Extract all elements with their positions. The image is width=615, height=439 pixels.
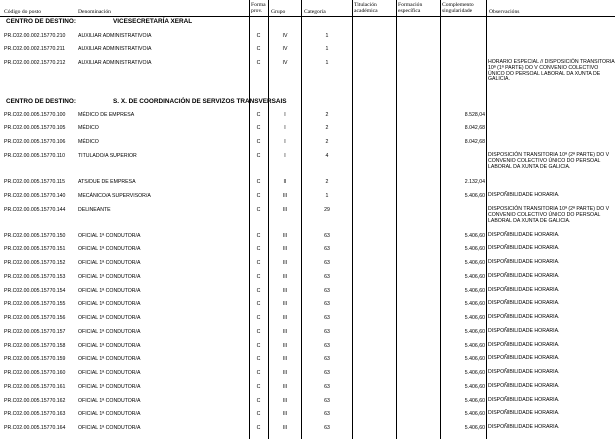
cell-categoria: 63: [324, 233, 330, 239]
cell-denominacion: OFICIAL 1ª CONDUTOR/A: [78, 274, 141, 280]
cell-denominacion: OFICIAL 1ª CONDUTOR/A: [78, 301, 141, 307]
cell-observacions: DISPOÑIBILIDADE HORARIA.: [488, 273, 560, 279]
cell-denominacion: ATS/DUE DE EMPRESA: [78, 179, 136, 185]
header-rule: [0, 16, 615, 17]
cell-grupo: III: [282, 425, 288, 431]
cell-complemento: 5.406,60: [464, 193, 485, 199]
cell-observacions: DISPOÑIBILIDADE HORARIA.: [488, 314, 560, 320]
cell-denominacion: OFICIAL 1ª CONDUTOR/A: [78, 246, 141, 252]
cell-codigo: PR.C02.00.002.15770.210: [4, 33, 66, 39]
cell-grupo: III: [282, 246, 288, 252]
cell-complemento: 5.406,60: [464, 246, 485, 252]
cell-observacions: DISPOÑIBILIDADE HORARIA.: [488, 328, 560, 334]
cell-categoria: 1: [325, 46, 329, 52]
cell-grupo: I: [284, 125, 286, 131]
column-divider: [301, 0, 302, 439]
section-name: S. X. DE COORDINACIÓN DE SERVIZOS TRANSVERSAIS: [113, 98, 287, 105]
cell-forma: C: [256, 246, 261, 252]
cell-codigo: PR.C02.00.002.15770.211: [4, 46, 66, 52]
cell-codigo: PR.C02.00.005.15770.159: [4, 356, 66, 362]
cell-grupo: I: [284, 139, 286, 145]
cell-observacions: DISPOÑIBILIDADE HORARIA.: [488, 369, 560, 375]
cell-observacions: DISPOÑIBILIDADE HORARIA.: [488, 245, 560, 251]
cell-codigo: PR.C02.00.005.15770.140: [4, 193, 66, 199]
cell-forma: C: [256, 112, 261, 118]
cell-forma: C: [256, 274, 261, 280]
cell-categoria: 63: [324, 384, 330, 390]
cell-complemento: 5.406,60: [464, 411, 485, 417]
cell-grupo: III: [282, 384, 288, 390]
cell-forma: C: [256, 425, 261, 431]
cell-forma: C: [256, 125, 261, 131]
cell-codigo: PR.C02.00.005.15770.110: [4, 153, 66, 159]
cell-categoria: 63: [324, 315, 330, 321]
cell-categoria: 63: [324, 329, 330, 335]
cell-observacions: DISPOSICIÓN TRANSITORIA 10ª (2ª PARTE) DO V CONVENIO COLECTIVO ÚNICO DO PERSOAL LABORAL DA XUNTA DE GALICIA.: [488, 206, 610, 224]
cell-denominacion: OFICIAL 1ª CONDUTOR/A: [78, 343, 141, 349]
cell-observacions: DISPOÑIBILIDADE HORARIA.: [488, 192, 560, 198]
cell-grupo: IV: [282, 33, 288, 39]
cell-categoria: 63: [324, 411, 330, 417]
header-codigo: Código do posto: [4, 9, 41, 15]
cell-codigo: PR.C02.00.005.15770.157: [4, 329, 66, 335]
cell-forma: C: [256, 288, 261, 294]
cell-denominacion: TITULADO/A SUPERIOR: [78, 153, 137, 159]
cell-forma: C: [256, 193, 261, 199]
cell-grupo: III: [282, 193, 288, 199]
cell-complemento: 5.406,60: [464, 329, 485, 335]
cell-grupo: III: [282, 274, 288, 280]
cell-categoria: 63: [324, 356, 330, 362]
cell-complemento: 5.406,60: [464, 274, 485, 280]
cell-observacions: DISPOÑIBILIDADE HORARIA.: [488, 342, 560, 348]
cell-codigo: PR.C02.00.005.15770.156: [4, 315, 66, 321]
header-observacions: Observacións: [489, 9, 520, 15]
column-divider: [486, 0, 487, 439]
cell-categoria: 2: [325, 139, 329, 145]
cell-denominacion: AUXILIAR ADMINISTRATIVOIA: [78, 46, 152, 52]
cell-forma: C: [256, 315, 261, 321]
cell-grupo: III: [282, 260, 288, 266]
section-name: VICESECRETARÍA XERAL: [113, 18, 193, 25]
cell-forma: C: [256, 60, 261, 66]
cell-codigo: PR.C02.00.005.15770.164: [4, 425, 66, 431]
cell-complemento: 5.406,60: [464, 288, 485, 294]
cell-categoria: 63: [324, 301, 330, 307]
cell-grupo: I: [284, 112, 286, 118]
cell-categoria: 4: [325, 153, 329, 159]
header-forma: Forma prov.: [251, 2, 266, 14]
cell-grupo: III: [282, 370, 288, 376]
cell-grupo: III: [282, 301, 288, 307]
cell-grupo: I: [284, 153, 286, 159]
cell-grupo: II: [283, 179, 287, 185]
cell-categoria: 1: [325, 33, 329, 39]
cell-categoria: 2: [325, 112, 329, 118]
cell-codigo: PR.C02.00.005.15770.150: [4, 233, 66, 239]
cell-forma: C: [256, 329, 261, 335]
cell-complemento: 8.042,68: [464, 125, 485, 131]
cell-forma: C: [256, 153, 261, 159]
cell-grupo: III: [282, 315, 288, 321]
column-divider: [268, 0, 269, 439]
cell-observacions: DISPOÑIBILIDADE HORARIA.: [488, 383, 560, 389]
cell-codigo: PR.C02.00.005.15770.163: [4, 411, 66, 417]
cell-complemento: 8.528,04: [464, 112, 485, 118]
cell-denominacion: OFICIAL 1ª CONDUTOR/A: [78, 233, 141, 239]
cell-forma: C: [256, 370, 261, 376]
cell-complemento: 5.406,60: [464, 398, 485, 404]
cell-grupo: III: [282, 411, 288, 417]
cell-forma: C: [256, 139, 261, 145]
cell-forma: C: [256, 179, 261, 185]
cell-forma: C: [256, 46, 261, 52]
cell-denominacion: DELINEANTE: [78, 207, 111, 213]
cell-forma: C: [256, 356, 261, 362]
cell-complemento: 5.406,60: [464, 315, 485, 321]
cell-complemento: 2.132,04: [464, 179, 485, 185]
header-denominacion: Denominación: [78, 9, 111, 15]
cell-grupo: III: [282, 398, 288, 404]
cell-grupo: III: [282, 343, 288, 349]
cell-categoria: 29: [324, 207, 330, 213]
section-label: CENTRO DE DESTINO:: [6, 98, 76, 105]
cell-grupo: IV: [282, 60, 288, 66]
cell-complemento: 5.406,60: [464, 370, 485, 376]
cell-observacions: DISPOÑIBILIDADE HORARIA.: [488, 259, 560, 265]
cell-denominacion: OFICIAL 1ª CONDUTOR/A: [78, 370, 141, 376]
cell-complemento: 8.042,68: [464, 139, 485, 145]
cell-grupo: III: [282, 356, 288, 362]
cell-codigo: PR.C02.00.005.15770.100: [4, 112, 66, 118]
cell-complemento: 5.406,60: [464, 233, 485, 239]
cell-codigo: PR.C02.00.005.15770.161: [4, 384, 66, 390]
cell-forma: C: [256, 301, 261, 307]
cell-complemento: 5.406,60: [464, 260, 485, 266]
cell-grupo: III: [282, 207, 288, 213]
cell-codigo: PR.C02.00.005.15770.105: [4, 125, 66, 131]
header-titulacion: Titulación académica: [354, 2, 378, 14]
cell-denominacion: AUXILIAR ADMINISTRATIVOIA: [78, 33, 152, 39]
cell-complemento: 5.406,60: [464, 301, 485, 307]
cell-grupo: III: [282, 288, 288, 294]
cell-observacions: HORARIO ESPECIAL // DISPOSICIÓN TRANSITORIA 10ª (1ª PARTE) DO V CONVENIO COLECTIVO ÚNICO DO PERSOAL LABORAL DA XUNTA DE GALICIA.: [488, 59, 615, 83]
cell-categoria: 2: [325, 179, 329, 185]
cell-categoria: 2: [325, 125, 329, 131]
cell-observacions: DISPOÑIBILIDADE HORARIA.: [488, 287, 560, 293]
cell-forma: C: [256, 260, 261, 266]
cell-observacions: DISPOÑIBILIDADE HORARIA.: [488, 410, 560, 416]
cell-denominacion: OFICIAL 1ª CONDUTOR/A: [78, 384, 141, 390]
cell-denominacion: OFICIAL 1ª CONDUTOR/A: [78, 411, 141, 417]
section-label: CENTRO DE DESTINO:: [6, 18, 76, 25]
column-divider: [396, 0, 397, 439]
cell-codigo: PR.C02.00.002.15770.212: [4, 60, 66, 66]
cell-codigo: PR.C02.00.005.15770.144: [4, 207, 66, 213]
cell-categoria: 63: [324, 370, 330, 376]
cell-observacions: DISPOÑIBILIDADE HORARIA.: [488, 397, 560, 403]
cell-denominacion: MÉDICO: [78, 139, 99, 145]
cell-denominacion: MÉDICO: [78, 125, 99, 131]
cell-categoria: 63: [324, 398, 330, 404]
cell-observacions: DISPOÑIBILIDADE HORARIA.: [488, 300, 560, 306]
cell-forma: C: [256, 343, 261, 349]
cell-categoria: 63: [324, 288, 330, 294]
column-divider: [352, 0, 353, 439]
cell-categoria: 63: [324, 246, 330, 252]
cell-denominacion: MECÁNICO/A SUPERVISOR/A: [78, 193, 151, 199]
cell-categoria: 63: [324, 343, 330, 349]
cell-categoria: 63: [324, 425, 330, 431]
cell-categoria: 63: [324, 274, 330, 280]
cell-complemento: 5.406,60: [464, 425, 485, 431]
cell-codigo: PR.C02.00.005.15770.160: [4, 370, 66, 376]
cell-forma: C: [256, 384, 261, 390]
cell-denominacion: OFICIAL 1ª CONDUTOR/A: [78, 425, 141, 431]
cell-observacions: DISPOÑIBILIDADE HORARIA.: [488, 355, 560, 361]
cell-forma: C: [256, 411, 261, 417]
cell-categoria: 63: [324, 260, 330, 266]
cell-grupo: III: [282, 329, 288, 335]
cell-forma: C: [256, 33, 261, 39]
header-formacion: Formación específica: [398, 2, 423, 14]
cell-denominacion: OFICIAL 1ª CONDUTOR/A: [78, 260, 141, 266]
cell-codigo: PR.C02.00.005.15770.151: [4, 246, 66, 252]
cell-complemento: 5.406,60: [464, 384, 485, 390]
cell-denominacion: OFICIAL 1ª CONDUTOR/A: [78, 315, 141, 321]
cell-complemento: 5.406,60: [464, 356, 485, 362]
cell-codigo: PR.C02.00.005.15770.154: [4, 288, 66, 294]
cell-grupo: IV: [282, 46, 288, 52]
cell-denominacion: OFICIAL 1ª CONDUTOR/A: [78, 398, 141, 404]
header-grupo: Grupo: [271, 9, 286, 15]
cell-complemento: 5.406,60: [464, 343, 485, 349]
cell-observacions: DISPOÑIBILIDADE HORARIA.: [488, 424, 560, 430]
cell-codigo: PR.C02.00.005.15770.162: [4, 398, 66, 404]
header-categoria: Categoría: [304, 9, 326, 15]
cell-codigo: PR.C02.00.005.15770.106: [4, 139, 66, 145]
cell-observacions: DISPOÑIBILIDADE HORARIA.: [488, 232, 560, 238]
cell-forma: C: [256, 207, 261, 213]
cell-codigo: PR.C02.00.005.15770.153: [4, 274, 66, 280]
cell-denominacion: AUXILIAR ADMINISTRATIVOIA: [78, 60, 152, 66]
cell-denominacion: MÉDICO DE EMPRESA: [78, 112, 135, 118]
cell-codigo: PR.C02.00.005.15770.115: [4, 179, 66, 185]
cell-categoria: 1: [325, 193, 329, 199]
cell-codigo: PR.C02.00.005.15770.152: [4, 260, 66, 266]
cell-categoria: 1: [325, 60, 329, 66]
cell-forma: C: [256, 233, 261, 239]
header-complemento: Complemento singularidade: [442, 2, 474, 14]
cell-denominacion: OFICIAL 1ª CONDUTOR/A: [78, 356, 141, 362]
cell-grupo: III: [282, 233, 288, 239]
cell-denominacion: OFICIAL 1ª CONDUTOR/A: [78, 288, 141, 294]
cell-codigo: PR.C02.00.005.15770.158: [4, 343, 66, 349]
cell-forma: C: [256, 398, 261, 404]
cell-codigo: PR.C02.00.005.15770.155: [4, 301, 66, 307]
cell-denominacion: OFICIAL 1ª CONDUTOR/A: [78, 329, 141, 335]
cell-observacions: DISPOSICIÓN TRANSITORIA 10ª (2ª PARTE) DO V CONVENIO COLECTIVO ÚNICO DO PERSOAL LABORAL DA XUNTA DE GALICIA.: [488, 152, 610, 170]
